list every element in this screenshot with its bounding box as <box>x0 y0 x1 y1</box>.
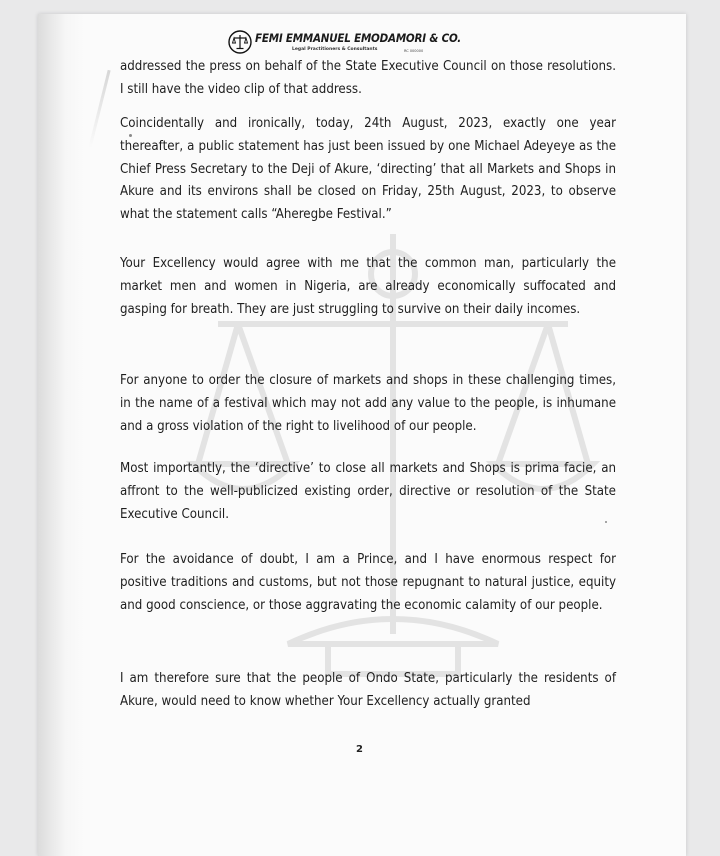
paragraph-text: For the avoidance of doubt, I am a Prince, and I have enormous respect for positive traditions and customs, but not those repugnant to natural justice, equity and good conscience, or those aggravating the economic calamity of our people. <box>120 552 616 613</box>
scan-edge-shadow <box>38 14 84 856</box>
paragraph-2 <box>120 113 616 227</box>
scan-speck <box>129 134 132 137</box>
page-number: 2 <box>356 744 363 755</box>
paragraph-1 <box>120 56 616 102</box>
document-page <box>38 14 686 856</box>
paragraph-text: Coincidentally and ironically, today, 24th August, 2023, exactly one year thereafter, a public statement has just been issued by one Michael Adeyeye as the Chief Press Secretary to the Deji of Akure, ‘directing’ that all Markets and Shops in Akure and its environs shall be closed on Friday, 25th August, 2023, to observe what the statement calls “Aheregbe Festival.” <box>120 116 616 223</box>
paragraph-3 <box>120 253 616 321</box>
scan-speck <box>605 521 607 523</box>
paragraph-text: Most importantly, the ‘directive’ to close all markets and Shops is prima facie, an affront to the well-publicized existing order, directive or resolution of the State Executive Council. <box>120 461 616 522</box>
scales-of-justice-logo-icon <box>228 30 252 54</box>
firm-name: FEMI EMMANUEL EMODAMORI & CO. <box>255 31 462 45</box>
scan-scuff-mark <box>88 70 110 148</box>
paragraph-5 <box>120 458 616 526</box>
paragraph-4 <box>120 370 616 438</box>
paragraph-6 <box>120 549 616 617</box>
paragraph-text: addressed the press on behalf of the State Executive Council on those resolutions. I still have the video clip of that address. <box>120 59 616 97</box>
paragraph-text: For anyone to order the closure of markets and shops in these challenging times, in the name of a festival which may not add any value to the people, is inhumane and a gross violation of the right to livelihood of our people. <box>120 373 616 434</box>
paragraph-text: I am therefore sure that the people of Ondo State, particularly the residents of Akure, would need to know whether Your Excellency actually granted <box>120 671 616 709</box>
paragraph-7 <box>120 668 616 714</box>
firm-tagline: Legal Practitioners & Consultants <box>292 47 378 52</box>
paragraph-text: Your Excellency would agree with me that the common man, particularly the market men and women in Nigeria, are already economically suffocated and gasping for breath. They are just struggling to survive on their daily incomes. <box>120 256 616 317</box>
firm-registration-tag: RC 000000 <box>404 49 424 53</box>
